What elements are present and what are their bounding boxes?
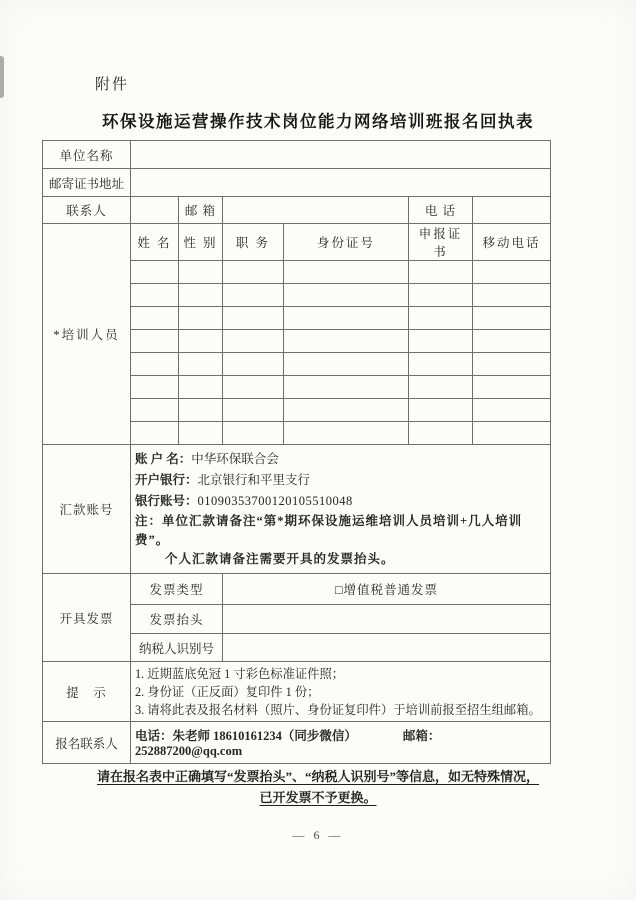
unit-name-row [43,141,551,169]
remittance-row [43,445,551,574]
tips-content [131,662,551,722]
mailing-address-label: 邮寄证书地址 [43,169,131,197]
trainee-cell [473,307,551,330]
trainee-cell [473,353,551,376]
trainee-cell [473,399,551,422]
registration-contact-row [43,722,551,764]
contact-phone-label: 电 话 [409,197,473,224]
page-number: — 6 — [292,828,344,842]
registration-form-table [42,140,551,764]
trainee-cell [131,284,179,307]
trainee-cell [131,422,179,445]
trainee-cell [284,376,409,399]
trainee-cell [223,422,284,445]
tips-row [43,662,551,722]
trainee-cell [284,422,409,445]
trainee-cell [179,422,223,445]
trainee-cell [223,399,284,422]
trainee-cell [131,376,179,399]
trainee-cell [284,261,409,284]
unit-name-field [131,141,551,169]
trainee-col-id-number: 身份证号 [284,224,409,261]
trainees-label: *培训人员 [43,224,131,445]
trainee-cell [409,353,473,376]
remittance-account-number: 银行账号：01090353700120105510048 [135,494,353,508]
trainee-cell [409,307,473,330]
invoice-type-value: □增值税普通发票 [223,574,551,605]
trainee-col-mobile: 移动电话 [473,224,551,261]
invoice-label: 开具发票 [43,574,131,662]
trainee-cell [473,422,551,445]
contact-email-label: 邮 箱 [179,197,223,224]
trainee-cell [409,422,473,445]
trainee-cell [284,307,409,330]
trainee-cell [473,376,551,399]
footer-note-line1: 请在报名表中正确填写“发票抬头”、“纳税人识别号”等信息，如无特殊情况， [96,769,539,784]
trainee-cell [473,284,551,307]
trainee-cell [409,399,473,422]
trainee-cell [284,330,409,353]
invoice-type-row [43,574,551,605]
trainee-cell [409,376,473,399]
remittance-label: 汇款账号 [43,445,131,574]
trainee-cell [131,261,179,284]
mailing-address-field [131,169,551,197]
trainee-cell [409,284,473,307]
remittance-details [131,445,551,574]
tip-item-1: 1. 近期蓝底免冠 1 寸彩色标准证件照； [135,666,345,681]
invoice-title-label: 发票抬头 [131,605,223,634]
registration-email-label: 邮箱： [402,729,441,743]
invoice-title-field [223,605,551,634]
remittance-note-line2: 个人汇款请备注需要开具的发票抬头。 [165,552,395,566]
trainee-cell [223,284,284,307]
remittance-account-name: 账 户 名：中华环保联合会 [135,452,279,466]
trainee-cell [473,330,551,353]
trainee-cell [223,307,284,330]
footer-note-line2: 已开发票不予更换。 [259,790,377,805]
mailing-address-row [43,169,551,197]
trainee-cell [179,330,223,353]
tips-label: 提 示 [43,662,131,722]
scan-artifact [0,56,4,98]
registration-contact-label: 报名联系人 [43,722,131,764]
trainee-cell [179,307,223,330]
trainee-cell [131,353,179,376]
trainee-cell [223,261,284,284]
contact-row [43,197,551,224]
registration-phone-label: 电话： [135,729,173,743]
registration-email-value: 252887200@qq.com [135,744,243,758]
invoice-type-label: 发票类型 [131,574,223,605]
trainee-cell [131,399,179,422]
trainee-cell [223,353,284,376]
trainee-cell [179,376,223,399]
trainee-cell [284,353,409,376]
contact-name-field [131,197,179,224]
trainee-cell [473,261,551,284]
contact-email-field [223,197,409,224]
contact-phone-field [473,197,551,224]
trainee-cell [179,261,223,284]
footer-note [58,766,578,808]
trainee-cell [179,399,223,422]
trainee-col-certificate: 申报证书 [409,224,473,261]
trainee-cell [223,330,284,353]
trainee-col-name: 姓 名 [131,224,179,261]
attachment-label: 附件 [95,77,130,93]
taxpayer-id-field [223,634,551,662]
trainee-cell [179,353,223,376]
page-title: 环保设施运营操作技术岗位能力网络培训班报名回执表 [102,113,534,131]
trainee-cell [131,330,179,353]
contact-label: 联系人 [43,197,131,224]
trainee-cell [284,284,409,307]
trainee-cell [409,261,473,284]
trainee-header-row [43,224,551,261]
trainee-cell [131,307,179,330]
registration-phone-value: 朱老师 18610161234（同步微信） [172,729,357,743]
tip-item-3: 3. 请将此表及报名材料（照片、身份证复印件）于培训前报至招生组邮箱。 [135,702,541,717]
unit-name-label: 单位名称 [43,141,131,169]
remittance-note-line1: 注：单位汇款请备注“第*期环保设施运维培训人员培训+几人培训费”。 [135,514,523,547]
taxpayer-id-label: 纳税人识别号 [131,634,223,662]
trainee-cell [223,376,284,399]
registration-contact-details [131,722,551,764]
trainee-cell [179,284,223,307]
trainee-col-gender: 性 别 [179,224,223,261]
tip-item-2: 2. 身份证（正反面）复印件 1 份； [135,684,320,699]
trainee-cell [409,330,473,353]
remittance-bank: 开户银行：北京银行和平里支行 [135,473,311,487]
trainee-cell [284,399,409,422]
trainee-col-position: 职 务 [223,224,284,261]
